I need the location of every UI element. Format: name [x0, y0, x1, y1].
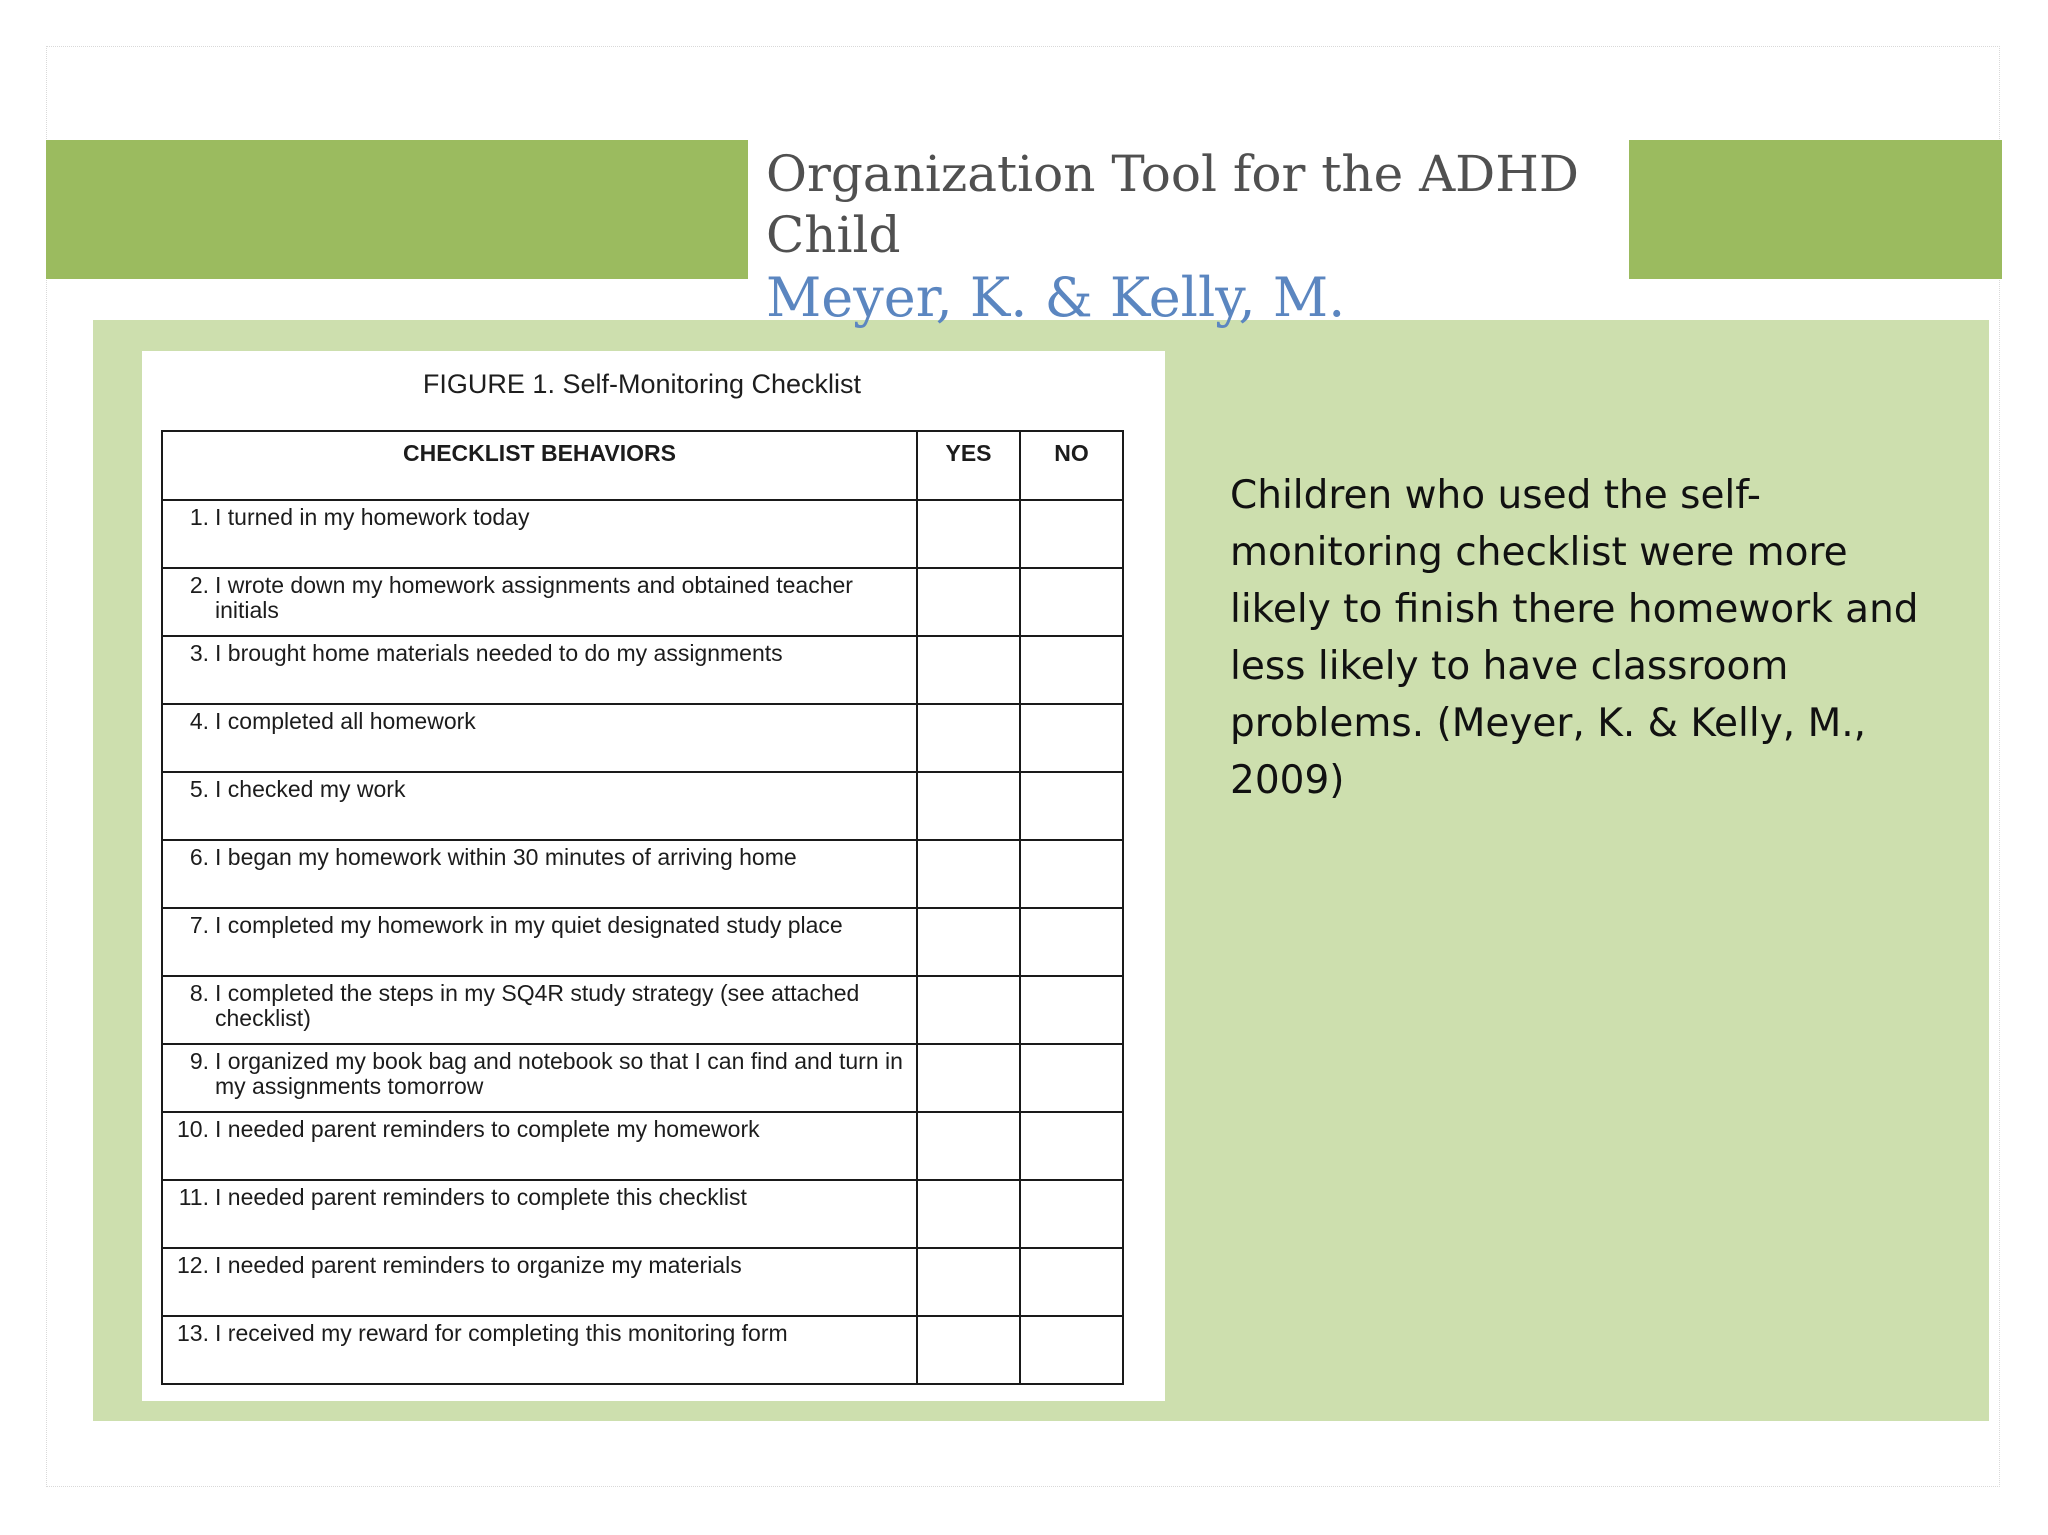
yes-checkbox-cell[interactable] [917, 1248, 1020, 1316]
row-number: 8. [189, 980, 209, 1006]
behavior-text: I organized my book bag and notebook so that I can find and turn in my assignments tomorrow [215, 1048, 903, 1099]
no-checkbox-cell[interactable] [1020, 636, 1123, 704]
checklist-body [162, 500, 1123, 1384]
header-yes: YES [917, 431, 1020, 500]
checklist-figure [142, 351, 1165, 1401]
behavior-cell [162, 568, 917, 636]
no-checkbox-cell[interactable] [1020, 704, 1123, 772]
table-row [162, 636, 1123, 704]
no-checkbox-cell[interactable] [1020, 1248, 1123, 1316]
table-row [162, 976, 1123, 1044]
yes-checkbox-cell[interactable] [917, 704, 1020, 772]
no-checkbox-cell[interactable] [1020, 568, 1123, 636]
row-number: 13. [177, 1320, 209, 1346]
no-checkbox-cell[interactable] [1020, 840, 1123, 908]
behavior-cell [162, 1180, 917, 1248]
row-number: 2. [189, 572, 209, 598]
summary-text: Children who used the self-monitoring checklist were more likely to finish there homework and less likely to have classroom problems. (Meyer, K. & Kelly, M., 2009) [1230, 473, 1919, 803]
table-row [162, 840, 1123, 908]
figure-caption: FIGURE 1. Self-Monitoring Checklist [422, 369, 862, 399]
title-block [766, 144, 1626, 330]
yes-checkbox-cell[interactable] [917, 568, 1020, 636]
row-number: 10. [177, 1116, 209, 1142]
behavior-cell [162, 1044, 917, 1112]
behavior-text: I needed parent reminders to complete my homework [215, 1116, 760, 1142]
behavior-cell [162, 772, 917, 840]
behavior-text: I began my homework within 30 minutes of arriving home [215, 844, 797, 870]
behavior-cell [162, 976, 917, 1044]
yes-checkbox-cell[interactable] [917, 772, 1020, 840]
yes-checkbox-cell[interactable] [917, 1112, 1020, 1180]
behavior-text: I completed my homework in my quiet designated study place [215, 912, 843, 938]
yes-checkbox-cell[interactable] [917, 500, 1020, 568]
no-checkbox-cell[interactable] [1020, 1044, 1123, 1112]
row-number: 12. [177, 1252, 209, 1278]
table-row [162, 772, 1123, 840]
behavior-text: I wrote down my homework assignments and obtained teacher initials [215, 572, 853, 623]
table-row [162, 1316, 1123, 1384]
table-row [162, 1044, 1123, 1112]
behavior-cell [162, 704, 917, 772]
behavior-cell [162, 1248, 917, 1316]
no-checkbox-cell[interactable] [1020, 1180, 1123, 1248]
behavior-text: I completed the steps in my SQ4R study strategy (see attached checklist) [215, 980, 860, 1031]
yes-checkbox-cell[interactable] [917, 840, 1020, 908]
slide-title: Organization Tool for the ADHD Child [766, 145, 1579, 264]
row-number: 1. [189, 504, 209, 530]
no-checkbox-cell[interactable] [1020, 772, 1123, 840]
row-number: 11. [178, 1184, 209, 1210]
yes-checkbox-cell[interactable] [917, 1316, 1020, 1384]
header-band-right [1629, 140, 2002, 279]
table-row [162, 1180, 1123, 1248]
behavior-text: I received my reward for completing this monitoring form [215, 1320, 788, 1346]
row-number: 5. [189, 776, 209, 802]
slide-subtitle: Meyer, K. & Kelly, M. [766, 266, 1346, 329]
behavior-text: I completed all homework [215, 708, 476, 734]
behavior-text: I brought home materials needed to do my assignments [215, 640, 783, 666]
no-checkbox-cell[interactable] [1020, 500, 1123, 568]
behavior-cell [162, 500, 917, 568]
no-checkbox-cell[interactable] [1020, 976, 1123, 1044]
header-behaviors: CHECKLIST BEHAVIORS [162, 431, 917, 500]
no-checkbox-cell[interactable] [1020, 908, 1123, 976]
row-number: 9. [189, 1048, 209, 1074]
table-row [162, 704, 1123, 772]
row-number: 3. [189, 640, 209, 666]
row-number: 7. [189, 912, 209, 938]
table-row [162, 500, 1123, 568]
checklist-table [161, 430, 1124, 1385]
header-no: NO [1020, 431, 1123, 500]
behavior-text: I needed parent reminders to complete this checklist [215, 1184, 747, 1210]
yes-checkbox-cell[interactable] [917, 908, 1020, 976]
behavior-cell [162, 840, 917, 908]
header-band-left [46, 140, 748, 279]
yes-checkbox-cell[interactable] [917, 636, 1020, 704]
behavior-text: I checked my work [215, 776, 406, 802]
table-row [162, 908, 1123, 976]
yes-checkbox-cell[interactable] [917, 1180, 1020, 1248]
behavior-cell [162, 908, 917, 976]
row-number: 6. [189, 844, 209, 870]
table-header-row [162, 431, 1123, 500]
behavior-cell [162, 1112, 917, 1180]
table-row [162, 1248, 1123, 1316]
no-checkbox-cell[interactable] [1020, 1316, 1123, 1384]
yes-checkbox-cell[interactable] [917, 976, 1020, 1044]
yes-checkbox-cell[interactable] [917, 1044, 1020, 1112]
behavior-text: I needed parent reminders to organize my materials [215, 1252, 742, 1278]
behavior-cell [162, 636, 917, 704]
behavior-text: I turned in my homework today [215, 504, 530, 530]
behavior-cell [162, 1316, 917, 1384]
table-row [162, 1112, 1123, 1180]
row-number: 4. [189, 708, 209, 734]
no-checkbox-cell[interactable] [1020, 1112, 1123, 1180]
table-row [162, 568, 1123, 636]
